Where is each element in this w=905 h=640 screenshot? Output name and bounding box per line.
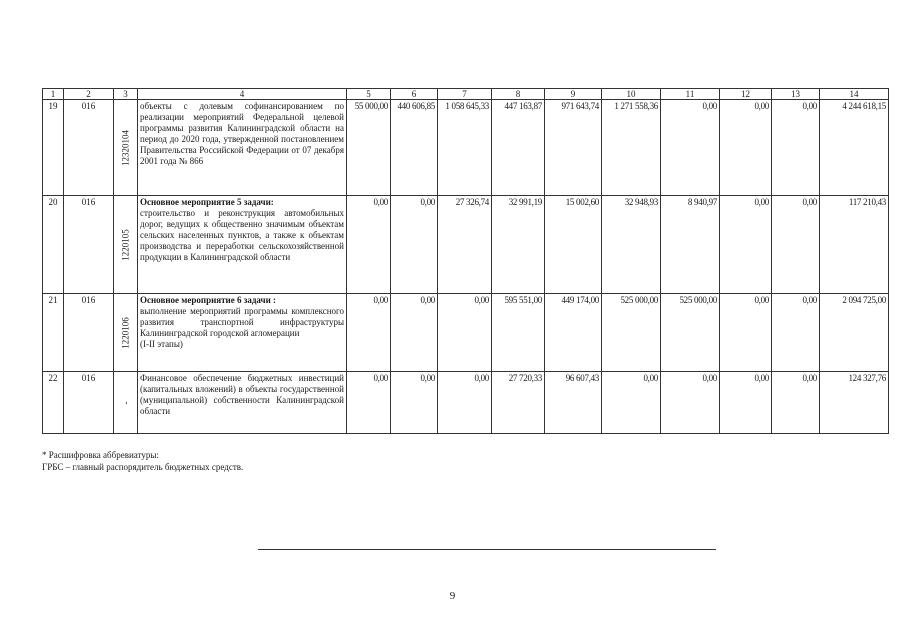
value-cell: 0,00 [391,294,438,372]
separator-line [258,549,716,550]
table-row [43,294,889,372]
description-cell [138,372,347,434]
value-cell: 15 002,60 [545,196,602,294]
value-cell: 1 271 558,36 [602,100,661,196]
budget-code-cell [114,372,138,434]
value-cell: 440 606,85 [391,100,438,196]
value-cell: 55 000,00 [347,100,391,196]
header-cell: 11 [661,89,720,100]
header-cell: 3 [114,89,138,100]
value-cell: 27 326,74 [438,196,492,294]
description-text: объекты с долевым софинансированием по реализации мероприятий Федеральной целевой программы развития Калининградской области на период до 2020 года, утвержденной постановлением Правительства Российской Федерации от 07 декабря 2001 года № 866 [140,101,344,166]
description-text: (I-II этапы) [140,339,183,349]
value-cell: 0,00 [720,294,772,372]
grbs-code-cell: 016 [64,372,114,434]
value-cell: 0,00 [772,372,820,434]
footnote-abbreviation-title: * Расшифровка аббревиатуры: [42,450,159,460]
header-cell: 7 [438,89,492,100]
header-cell: 13 [772,89,820,100]
value-cell: 0,00 [347,372,391,434]
page-number: 9 [449,590,456,602]
value-cell: 0,00 [438,294,492,372]
table-row [43,372,889,434]
value-cell: 117 210,43 [820,196,889,294]
header-cell: 12 [720,89,772,100]
row-number-cell: 21 [43,294,64,372]
value-cell: 0,00 [438,372,492,434]
row-number-cell: 20 [43,196,64,294]
header-cell: 10 [602,89,661,100]
grbs-code-cell: 016 [64,100,114,196]
budget-code-cell [114,100,138,196]
description-cell [138,294,347,372]
header-cell: 9 [545,89,602,100]
budget-code-text: - [120,401,130,404]
value-cell: 0,00 [391,196,438,294]
value-cell: 96 607,43 [545,372,602,434]
header-cell: 8 [492,89,545,100]
grbs-code-cell: 016 [64,196,114,294]
value-cell: 0,00 [772,100,820,196]
description-text: выполнение мероприятий программы комплексного развития транспортной инфраструктуры Калининградской городской агломерации [140,306,344,338]
budget-code-text: 1220106 [120,316,130,349]
value-cell: 449 174,00 [545,294,602,372]
value-cell: 27 720,33 [492,372,545,434]
value-cell: 0,00 [772,196,820,294]
value-cell: 525 000,00 [661,294,720,372]
row-number-cell: 19 [43,100,64,196]
value-cell: 0,00 [347,294,391,372]
budget-code-text: 12320104 [120,129,130,166]
description-cell [138,196,347,294]
value-cell: 0,00 [661,372,720,434]
value-cell: 595 551,00 [492,294,545,372]
table-row [43,196,889,294]
description-cell [138,100,347,196]
value-cell: 0,00 [720,196,772,294]
value-cell: 0,00 [391,372,438,434]
table-header-row [43,89,889,100]
header-cell: 2 [64,89,114,100]
budget-table [42,88,889,434]
header-cell: 14 [820,89,889,100]
value-cell: 0,00 [661,100,720,196]
description-text: Финансовое обеспечение бюджетных инвестиций (капитальных вложений) в объекты государственной (муниципальной) собственности Калининградской области [140,373,344,416]
value-cell: 32 948,93 [602,196,661,294]
header-cell: 6 [391,89,438,100]
budget-code-text: 1220105 [120,228,130,261]
value-cell: 4 244 618,15 [820,100,889,196]
value-cell: 0,00 [347,196,391,294]
value-cell: 525 000,00 [602,294,661,372]
grbs-code-cell: 016 [64,294,114,372]
value-cell: 124 327,76 [820,372,889,434]
value-cell: 1 058 645,33 [438,100,492,196]
footnotes [42,449,243,473]
budget-code-cell [114,196,138,294]
header-cell: 5 [347,89,391,100]
budget-code-cell [114,294,138,372]
activity-title: Основное мероприятие 5 задачи: [140,197,274,207]
footnote-grbs-definition: ГРБС – главный распорядитель бюджетных средств. [42,462,244,472]
header-cell: 4 [138,89,347,100]
value-cell: 0,00 [602,372,661,434]
value-cell: 971 643,74 [545,100,602,196]
value-cell: 0,00 [720,100,772,196]
value-cell: 447 163,87 [492,100,545,196]
value-cell: 8 940,97 [661,196,720,294]
value-cell: 0,00 [772,294,820,372]
activity-title: Основное мероприятие 6 задачи : [140,295,277,305]
value-cell: 0,00 [720,372,772,434]
description-text: строительство и реконструкция автомобильных дорог, ведущих к общественно значимым объектам сельских населенных пунктов, а также к объектам производства и переработки сельскохозяйственной продукции в Калининградской области [140,208,344,262]
header-cell: 1 [43,89,64,100]
table-row [43,100,889,196]
value-cell: 2 094 725,00 [820,294,889,372]
row-number-cell: 22 [43,372,64,434]
value-cell: 32 991,19 [492,196,545,294]
